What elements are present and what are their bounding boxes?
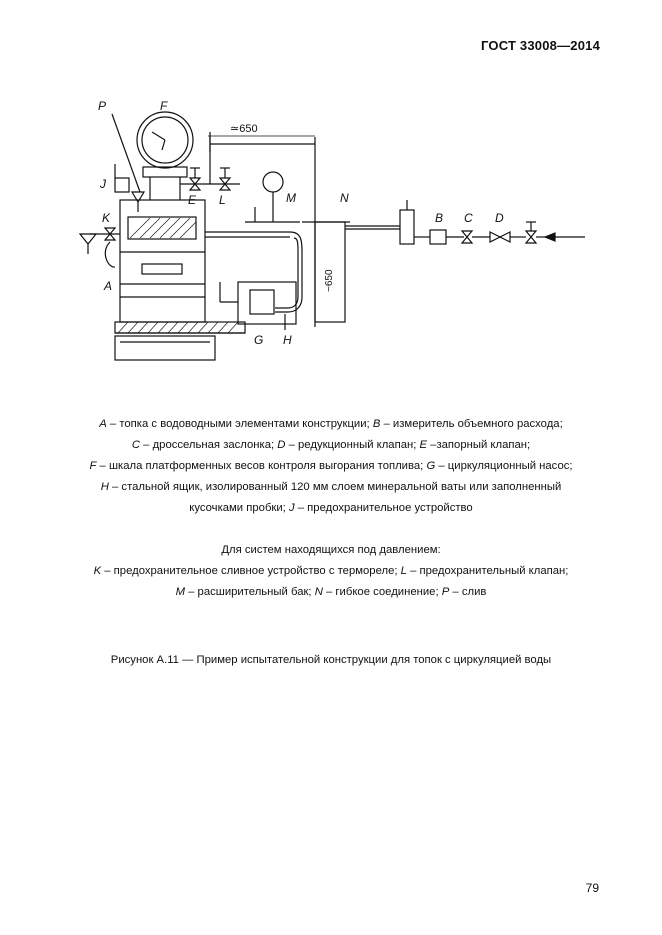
legend-letter: H <box>100 481 109 493</box>
legend-letter: C <box>131 439 141 451</box>
stove-door <box>142 264 182 274</box>
legend-line <box>40 561 622 582</box>
legend-line <box>40 498 622 519</box>
legend-text: – предохранительный клапан; <box>406 565 569 577</box>
label-d: D <box>495 211 504 225</box>
label-b: B <box>435 211 444 225</box>
legend-letter: J <box>288 502 295 514</box>
legend-text: – предохранительное устройство <box>294 502 473 514</box>
legend-letter: K <box>93 565 102 577</box>
legend-letter: F <box>89 460 97 472</box>
standard-header: ГОСТ 33008—2014 <box>481 38 600 53</box>
legend-spacer <box>40 519 622 540</box>
legend-text: – слив <box>449 586 487 598</box>
legend-line <box>40 435 622 456</box>
legend-letter: E <box>419 439 428 451</box>
reducing-valve <box>500 232 510 242</box>
legend-text: – редукционный клапан; <box>285 439 420 451</box>
legend-text: – измеритель объемного расхода; <box>380 418 563 430</box>
label-k: K <box>102 211 111 225</box>
label-a: A <box>104 279 113 293</box>
label-j: J <box>100 177 106 191</box>
scale-platform <box>115 322 245 333</box>
legend-text: – циркуляционный насос; <box>435 460 573 472</box>
legend-letter: L <box>400 565 407 577</box>
expansion-tank <box>263 172 283 192</box>
legend-line <box>40 456 622 477</box>
figure-caption: Рисунок А.11 — Пример испытательной конструкции для топок с циркуляцией воды <box>110 654 552 666</box>
legend-letter: P <box>441 586 450 598</box>
label-h: H <box>283 333 292 347</box>
legend-letter: D <box>277 439 286 451</box>
flow-meter <box>430 230 446 244</box>
test-rig-diagram <box>70 92 610 382</box>
circulation-pump <box>250 290 274 314</box>
legend-text: – расширительный бак; <box>185 586 315 598</box>
legend-letter: B <box>372 418 381 430</box>
legend-text: кусочками пробки; <box>189 502 289 514</box>
legend-text: – дроссельная заслонка; <box>140 439 278 451</box>
inlet-fitting <box>400 210 414 244</box>
shutoff-valve <box>526 231 536 243</box>
legend-text: – топка с водоводными элементами конструкции; <box>106 418 373 430</box>
page-number: 79 <box>585 881 599 895</box>
legend-letter: N <box>314 586 323 598</box>
legend-text: –запорный клапан; <box>427 439 531 451</box>
label-c: C <box>464 211 473 225</box>
stove-body <box>120 200 205 322</box>
label-m: M <box>286 191 296 205</box>
label-g: G <box>254 333 264 347</box>
dimension-vertical: ~650 <box>324 269 335 292</box>
pressure-heading: Для систем находящихся под давлением: <box>221 544 441 556</box>
label-l: L <box>219 193 226 207</box>
legend-line <box>40 414 622 435</box>
legend-letter: M <box>175 586 185 598</box>
legend-text: – стальной ящик, изолированный 120 мм слоем минеральной ваты или заполненный <box>108 481 562 493</box>
safety-device <box>115 178 129 192</box>
label-f: F <box>160 99 168 113</box>
scale-base <box>115 336 215 360</box>
label-n: N <box>340 191 349 205</box>
legend-line <box>40 582 622 603</box>
steel-box <box>238 282 296 324</box>
legend-letter: G <box>426 460 436 472</box>
legend-text: – шкала платформенных весов контроля выгорания топлива; <box>96 460 427 472</box>
label-p: P <box>98 99 107 113</box>
legend-text: – предохранительное сливное устройство с термореле; <box>101 565 401 577</box>
label-e: E <box>188 193 197 207</box>
diagram-svg <box>70 92 610 382</box>
legend-letter: A <box>99 418 107 430</box>
legend-line <box>40 477 622 498</box>
figure-legend <box>40 414 622 603</box>
legend-text: – гибкое соединение; <box>322 586 442 598</box>
dimension-horizontal: ≃650 <box>230 123 258 135</box>
